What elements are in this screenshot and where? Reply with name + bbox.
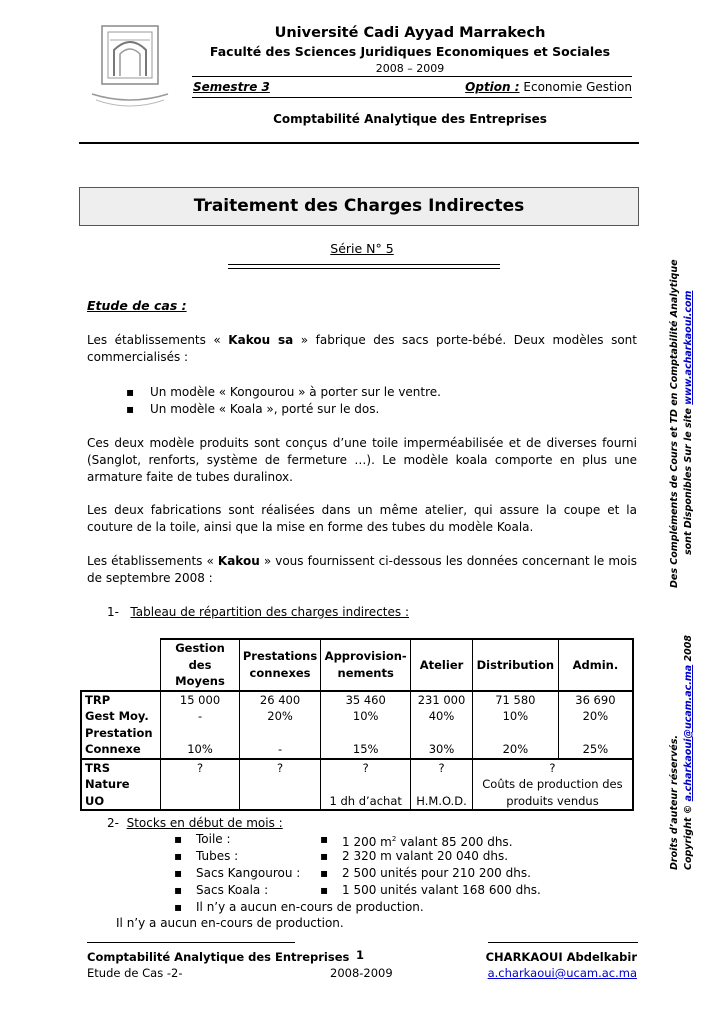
- footer-case: Etude de Cas -2-: [87, 966, 183, 980]
- table-cell: ? H.M.O.D.: [411, 759, 473, 811]
- stock-value: ▪ 2 500 unités pour 210 200 dhs.: [342, 865, 531, 882]
- table-cell: ?: [161, 759, 240, 811]
- header-divider: [192, 76, 632, 77]
- section-2-heading: 2- Stocks en début de mois :: [107, 816, 283, 830]
- document-title: Traitement des Charges Indirectes: [79, 187, 639, 226]
- header-divider: [192, 97, 632, 98]
- stock-value: ▪ 1 200 $m^2$ valant 85 200 dhs.: [342, 831, 513, 851]
- column-header: Approvision- nements: [321, 639, 411, 691]
- university-logo: [88, 20, 172, 110]
- sidebar-email-link[interactable]: a.charkaoui@ucam.ac.ma: [683, 664, 694, 802]
- table-cell: 231 000 40% 30%: [411, 691, 473, 759]
- description-paragraph: Ces deux modèle produits sont conçus d’une toile imperméabilisée et de diverses fourni (Sanglot, renforts, système de fermeture …). Le modèle koala comporte en plus une armature faite de tubes duralinox.: [87, 436, 637, 484]
- table-row: [81, 759, 633, 811]
- column-header: Atelier: [411, 639, 473, 691]
- course-title: Comptabilité Analytique des Entreprises: [273, 112, 547, 126]
- footer-course: Comptabilité Analytique des Entreprises: [87, 950, 350, 964]
- footer-divider: [87, 942, 295, 943]
- list-item: ▪ Sacs Kangourou :: [196, 865, 300, 882]
- page-number: 1: [356, 948, 365, 962]
- footer-year: 2008-2009: [330, 966, 393, 980]
- list-item: ▪ Toile :: [196, 831, 231, 848]
- sidebar-note-line2: sont Disponibles Sur le site www.acharkaoui.com: [683, 290, 694, 555]
- column-header: Gestion des Moyens: [161, 639, 240, 691]
- table-cell: 26 400 20% -: [239, 691, 320, 759]
- sidebar-note-line1: Des Compléments de Cours et TD en Comptabilité Analytique: [669, 259, 680, 588]
- case-heading: Etude de cas :: [87, 298, 187, 313]
- table-cell: 35 460 10% 15%: [321, 691, 411, 759]
- charges-table: [80, 638, 634, 811]
- table-cell: ?: [239, 759, 320, 811]
- table-cell: 36 690 20% 25%: [558, 691, 633, 759]
- sidebar-rights-line1: Droits d’auteur réservés.: [669, 735, 680, 870]
- faculty-name: Faculté des Sciences Juridiques Economiques et Sociales: [209, 44, 611, 59]
- list-item: ▪ Un modèle « Koala », porté sur le dos.: [130, 401, 379, 418]
- company-name: Kakou sa: [228, 333, 294, 347]
- table-corner: [81, 639, 161, 691]
- column-header: Prestations connexes: [239, 639, 320, 691]
- list-item: ▪ Tubes :: [196, 848, 238, 865]
- semester-label: Semestre 3: [193, 80, 270, 94]
- intro-paragraph: Les établissements « Kakou sa » fabrique des sacs porte-bébé. Deux modèles sont commercialisés :: [87, 333, 637, 364]
- option-value: Economie Gestion: [523, 80, 632, 94]
- option-label: Option :: [465, 80, 520, 94]
- serie-number: Série N° 5: [330, 241, 394, 256]
- list-item: ▪ Sacs Koala :: [196, 882, 268, 899]
- sidebar-rights-line2: Copyright © a.charkaoui@ucam.ac.ma 2008: [683, 635, 694, 870]
- academic-year: 2008 – 2009: [375, 62, 445, 75]
- table-header-row: [81, 639, 633, 691]
- footer-email-link[interactable]: a.charkaoui@ucam.ac.ma: [487, 966, 637, 980]
- company-name: Kakou: [217, 554, 260, 568]
- university-name: Université Cadi Ayyad Marrakech: [274, 25, 546, 41]
- sidebar-site-link[interactable]: www.acharkaoui.com: [683, 290, 694, 405]
- row-labels: TRS Nature UO: [81, 759, 161, 811]
- table-cell: ? 1 dh d’achat: [321, 759, 411, 811]
- section-divider: [79, 142, 639, 144]
- table-row: [81, 691, 633, 759]
- data-intro-paragraph: Les établissements « Kakou » vous fournissent ci-dessous les données concernant le mois de septembre 2008 :: [87, 554, 637, 585]
- list-item: ▪ Un modèle « Kongourou » à porter sur le ventre.: [130, 384, 441, 401]
- stock-value: ▪ 1 500 unités valant 168 600 dhs.: [342, 882, 541, 899]
- table-cell: 71 580 10% 20%: [472, 691, 558, 759]
- stocks-note: Il n’y a aucun en-cours de production.: [116, 916, 344, 930]
- column-header: Distribution: [472, 639, 558, 691]
- serie-divider: [228, 264, 500, 269]
- section-1-heading: 1- Tableau de répartition des charges indirectes :: [107, 605, 409, 619]
- list-item: ▪ Il n’y a aucun en-cours de production.: [196, 899, 424, 916]
- option-line: [465, 80, 632, 94]
- table-cell: ? Coûts de production des produits vendus: [472, 759, 633, 811]
- stock-value: ▪ 2 320 m valant 20 040 dhs.: [342, 848, 508, 865]
- footer-divider: [488, 942, 638, 943]
- stock-list: [0, 831, 724, 921]
- footer-author: CHARKAOUI Abdelkabir: [485, 950, 637, 964]
- workshop-paragraph: Les deux fabrications sont réalisées dans un même atelier, qui assure la coupe et la couture de la toile, ainsi que la mise en forme des tubes du modèle Koala.: [87, 503, 637, 534]
- column-header: Admin.: [558, 639, 633, 691]
- row-labels: TRP Gest Moy. Prestation Connexe: [81, 691, 161, 759]
- table-cell: 15 000 - 10%: [161, 691, 240, 759]
